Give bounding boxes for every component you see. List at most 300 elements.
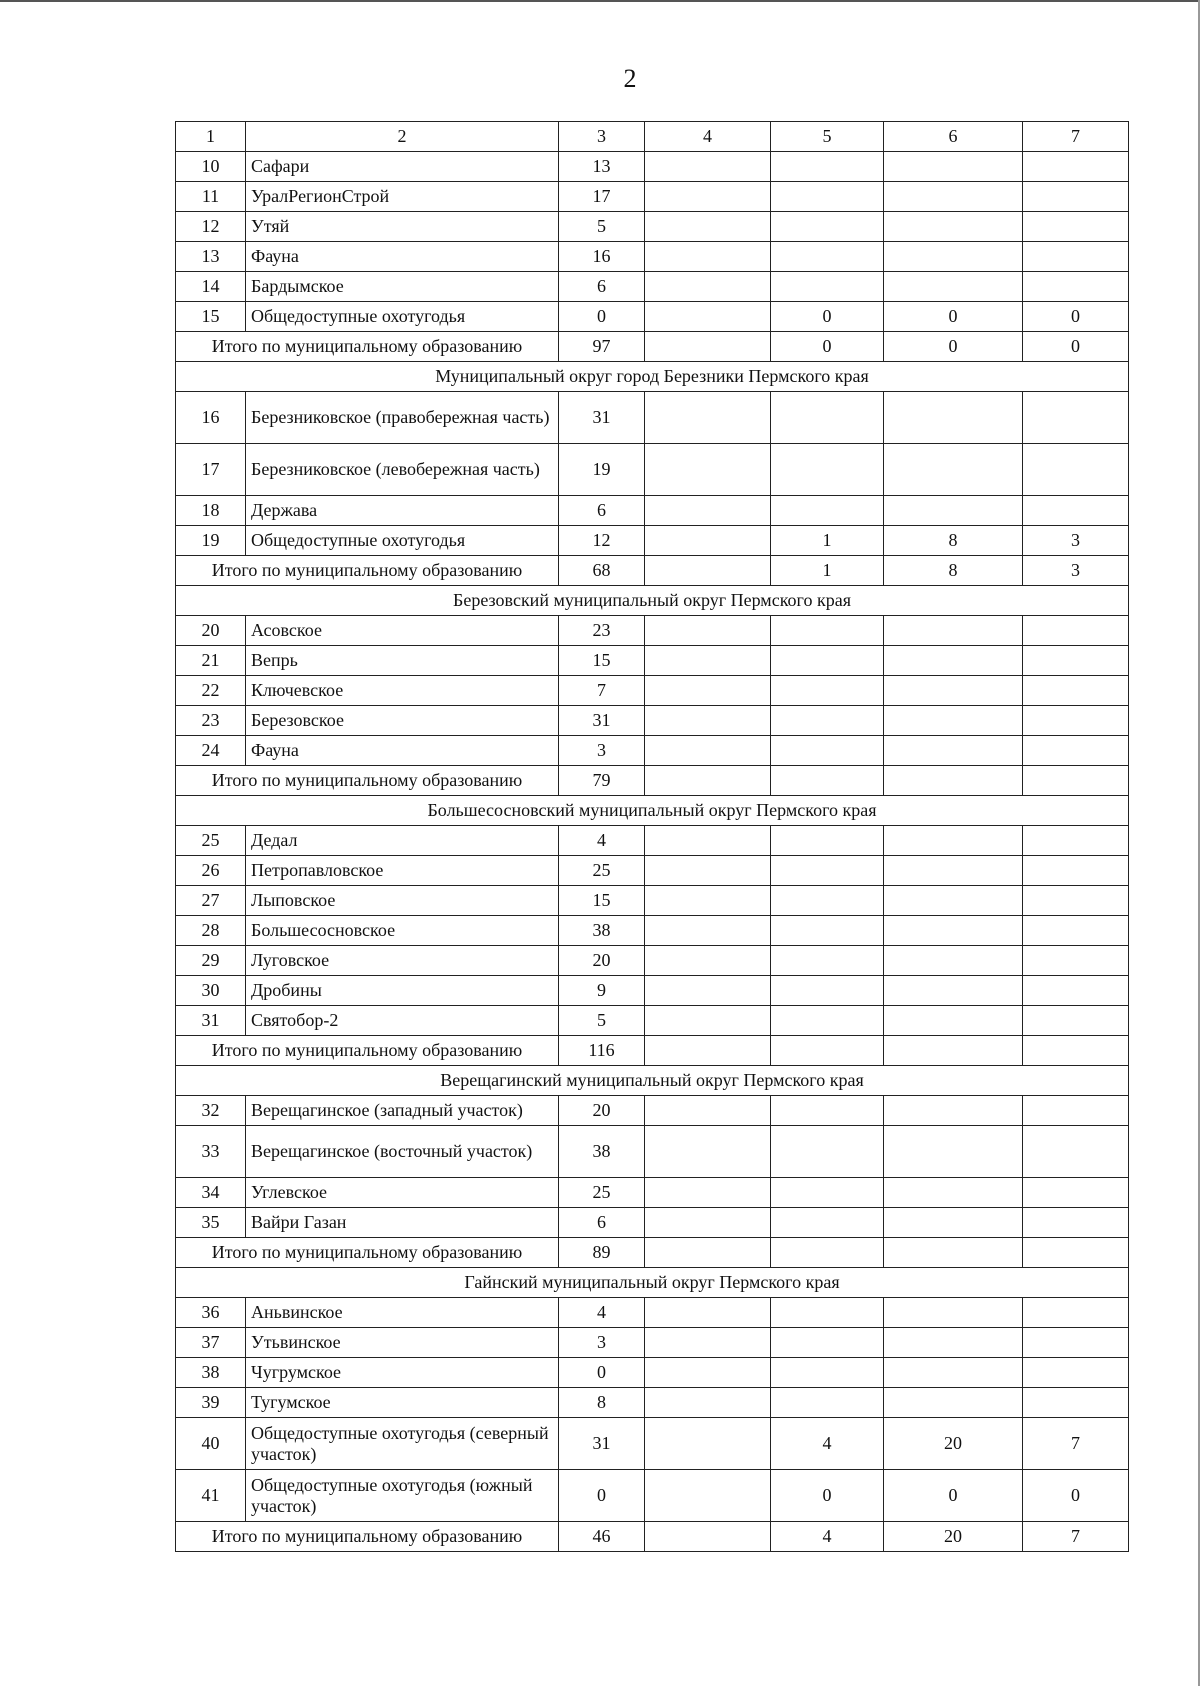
value-cell-c5 bbox=[771, 1358, 884, 1388]
value-cell-c3: 0 bbox=[559, 1358, 645, 1388]
value-cell-c5 bbox=[771, 1298, 884, 1328]
value-cell-c7 bbox=[1023, 496, 1129, 526]
value-cell-c4 bbox=[645, 392, 771, 444]
row-number: 12 bbox=[176, 212, 246, 242]
value-cell-c5 bbox=[771, 676, 884, 706]
table-row bbox=[176, 736, 1129, 766]
value-cell-c7: 7 bbox=[1023, 1418, 1129, 1470]
total-cell-c5: 0 bbox=[771, 332, 884, 362]
value-cell-c4 bbox=[645, 1178, 771, 1208]
page-number: 2 bbox=[623, 64, 637, 93]
table-row bbox=[176, 152, 1129, 182]
value-cell-c7: 0 bbox=[1023, 1470, 1129, 1522]
value-cell-c5: 1 bbox=[771, 526, 884, 556]
table-row bbox=[176, 526, 1129, 556]
table-row bbox=[176, 1096, 1129, 1126]
value-cell-c4 bbox=[645, 152, 771, 182]
value-cell-c5 bbox=[771, 212, 884, 242]
value-cell-c4 bbox=[645, 272, 771, 302]
value-cell-c5 bbox=[771, 706, 884, 736]
table-row bbox=[176, 856, 1129, 886]
row-number: 18 bbox=[176, 496, 246, 526]
value-cell-c6 bbox=[884, 444, 1023, 496]
value-cell-c7 bbox=[1023, 392, 1129, 444]
value-cell-c6: 0 bbox=[884, 302, 1023, 332]
row-number: 27 bbox=[176, 886, 246, 916]
total-cell-c4 bbox=[645, 1238, 771, 1268]
section-header-row bbox=[176, 362, 1129, 392]
column-number-4: 4 bbox=[645, 122, 771, 152]
section-title: Березовский муниципальный округ Пермского края bbox=[176, 586, 1129, 616]
value-cell-c6 bbox=[884, 976, 1023, 1006]
value-cell-c5 bbox=[771, 616, 884, 646]
value-cell-c5 bbox=[771, 976, 884, 1006]
value-cell-c4 bbox=[645, 646, 771, 676]
table-row bbox=[176, 302, 1129, 332]
row-number: 17 bbox=[176, 444, 246, 496]
value-cell-c3: 38 bbox=[559, 1126, 645, 1178]
value-cell-c6 bbox=[884, 392, 1023, 444]
section-header-row bbox=[176, 1066, 1129, 1096]
value-cell-c6 bbox=[884, 1298, 1023, 1328]
row-number: 21 bbox=[176, 646, 246, 676]
value-cell-c3: 38 bbox=[559, 916, 645, 946]
value-cell-c4 bbox=[645, 886, 771, 916]
value-cell-c7 bbox=[1023, 152, 1129, 182]
value-cell-c6 bbox=[884, 1328, 1023, 1358]
value-cell-c7: 3 bbox=[1023, 526, 1129, 556]
value-cell-c4 bbox=[645, 302, 771, 332]
row-number: 16 bbox=[176, 392, 246, 444]
value-cell-c7 bbox=[1023, 1358, 1129, 1388]
value-cell-c7 bbox=[1023, 444, 1129, 496]
value-cell-c3: 31 bbox=[559, 1418, 645, 1470]
section-title: Верещагинский муниципальный округ Пермского края bbox=[176, 1066, 1129, 1096]
total-cell-c4 bbox=[645, 1036, 771, 1066]
total-cell-c3: 46 bbox=[559, 1522, 645, 1552]
total-row bbox=[176, 332, 1129, 362]
table-row bbox=[176, 392, 1129, 444]
hunting-ground-name: Общедоступные охотугодья (южный участок) bbox=[246, 1470, 559, 1522]
value-cell-c7: 0 bbox=[1023, 302, 1129, 332]
total-row bbox=[176, 1238, 1129, 1268]
hunting-ground-name: Березниковское (левобережная часть) bbox=[246, 444, 559, 496]
value-cell-c3: 20 bbox=[559, 946, 645, 976]
value-cell-c6 bbox=[884, 1358, 1023, 1388]
value-cell-c6: 8 bbox=[884, 526, 1023, 556]
table-row bbox=[176, 1418, 1129, 1470]
value-cell-c3: 15 bbox=[559, 646, 645, 676]
value-cell-c7 bbox=[1023, 1208, 1129, 1238]
total-row bbox=[176, 766, 1129, 796]
table-row bbox=[176, 676, 1129, 706]
column-number-1: 1 bbox=[176, 122, 246, 152]
table-row bbox=[176, 1328, 1129, 1358]
table-row bbox=[176, 182, 1129, 212]
value-cell-c5 bbox=[771, 444, 884, 496]
hunting-ground-name: Тугумское bbox=[246, 1388, 559, 1418]
row-number: 36 bbox=[176, 1298, 246, 1328]
total-cell-c5 bbox=[771, 1238, 884, 1268]
value-cell-c4 bbox=[645, 946, 771, 976]
total-cell-c3: 97 bbox=[559, 332, 645, 362]
hunting-ground-name: Святобор-2 bbox=[246, 1006, 559, 1036]
hunting-ground-name: Чугрумское bbox=[246, 1358, 559, 1388]
row-number: 25 bbox=[176, 826, 246, 856]
value-cell-c3: 6 bbox=[559, 496, 645, 526]
total-cell-c7 bbox=[1023, 1238, 1129, 1268]
row-number: 32 bbox=[176, 1096, 246, 1126]
value-cell-c6 bbox=[884, 242, 1023, 272]
total-cell-c3: 79 bbox=[559, 766, 645, 796]
total-label: Итого по муниципальному образованию bbox=[176, 1522, 559, 1552]
table-row bbox=[176, 1358, 1129, 1388]
value-cell-c7 bbox=[1023, 182, 1129, 212]
row-number: 22 bbox=[176, 676, 246, 706]
hunting-ground-name: УралРегионСтрой bbox=[246, 182, 559, 212]
value-cell-c4 bbox=[645, 616, 771, 646]
value-cell-c6 bbox=[884, 182, 1023, 212]
value-cell-c7 bbox=[1023, 242, 1129, 272]
hunting-ground-name: Верещагинское (западный участок) bbox=[246, 1096, 559, 1126]
value-cell-c6 bbox=[884, 1388, 1023, 1418]
row-number: 14 bbox=[176, 272, 246, 302]
value-cell-c4 bbox=[645, 1328, 771, 1358]
value-cell-c6 bbox=[884, 676, 1023, 706]
hunting-ground-name: Фауна bbox=[246, 736, 559, 766]
value-cell-c4 bbox=[645, 916, 771, 946]
total-cell-c6: 20 bbox=[884, 1522, 1023, 1552]
value-cell-c4 bbox=[645, 1418, 771, 1470]
value-cell-c6 bbox=[884, 946, 1023, 976]
value-cell-c5 bbox=[771, 392, 884, 444]
total-cell-c6: 0 bbox=[884, 332, 1023, 362]
value-cell-c7 bbox=[1023, 706, 1129, 736]
section-title: Большесосновский муниципальный округ Пермского края bbox=[176, 796, 1129, 826]
value-cell-c5 bbox=[771, 916, 884, 946]
value-cell-c7 bbox=[1023, 916, 1129, 946]
value-cell-c3: 6 bbox=[559, 272, 645, 302]
value-cell-c4 bbox=[645, 1096, 771, 1126]
value-cell-c6: 0 bbox=[884, 1470, 1023, 1522]
hunting-ground-name: Вайри Газан bbox=[246, 1208, 559, 1238]
value-cell-c4 bbox=[645, 856, 771, 886]
value-cell-c3: 25 bbox=[559, 1178, 645, 1208]
value-cell-c3: 9 bbox=[559, 976, 645, 1006]
total-cell-c6: 8 bbox=[884, 556, 1023, 586]
value-cell-c3: 12 bbox=[559, 526, 645, 556]
row-number: 15 bbox=[176, 302, 246, 332]
value-cell-c3: 15 bbox=[559, 886, 645, 916]
total-cell-c5: 1 bbox=[771, 556, 884, 586]
total-cell-c4 bbox=[645, 332, 771, 362]
table-row bbox=[176, 1298, 1129, 1328]
total-label: Итого по муниципальному образованию bbox=[176, 332, 559, 362]
value-cell-c3: 5 bbox=[559, 1006, 645, 1036]
total-cell-c7: 7 bbox=[1023, 1522, 1129, 1552]
table-row bbox=[176, 272, 1129, 302]
table-row bbox=[176, 616, 1129, 646]
hunting-ground-name: Дробины bbox=[246, 976, 559, 1006]
value-cell-c5 bbox=[771, 886, 884, 916]
row-number: 10 bbox=[176, 152, 246, 182]
hunting-grounds-table bbox=[175, 121, 1129, 1552]
row-number: 20 bbox=[176, 616, 246, 646]
value-cell-c7 bbox=[1023, 856, 1129, 886]
value-cell-c3: 3 bbox=[559, 736, 645, 766]
hunting-ground-name: Луговское bbox=[246, 946, 559, 976]
value-cell-c7 bbox=[1023, 946, 1129, 976]
value-cell-c4 bbox=[645, 1358, 771, 1388]
hunting-ground-name: Углевское bbox=[246, 1178, 559, 1208]
hunting-ground-name: Общедоступные охотугодья (северный участок) bbox=[246, 1418, 559, 1470]
table-row bbox=[176, 1178, 1129, 1208]
hunting-ground-name: Бардымское bbox=[246, 272, 559, 302]
value-cell-c4 bbox=[645, 826, 771, 856]
hunting-ground-name: Верещагинское (восточный участок) bbox=[246, 1126, 559, 1178]
total-label: Итого по муниципальному образованию bbox=[176, 556, 559, 586]
value-cell-c3: 16 bbox=[559, 242, 645, 272]
value-cell-c5 bbox=[771, 856, 884, 886]
scan-edge-top bbox=[0, 0, 1200, 2]
value-cell-c3: 3 bbox=[559, 1328, 645, 1358]
value-cell-c3: 6 bbox=[559, 1208, 645, 1238]
total-cell-c6 bbox=[884, 1238, 1023, 1268]
total-cell-c7: 0 bbox=[1023, 332, 1129, 362]
value-cell-c6 bbox=[884, 886, 1023, 916]
column-number-7: 7 bbox=[1023, 122, 1129, 152]
total-row bbox=[176, 556, 1129, 586]
value-cell-c5 bbox=[771, 1208, 884, 1238]
row-number: 30 bbox=[176, 976, 246, 1006]
table-header-row bbox=[176, 122, 1129, 152]
total-cell-c6 bbox=[884, 766, 1023, 796]
value-cell-c3: 23 bbox=[559, 616, 645, 646]
value-cell-c7 bbox=[1023, 736, 1129, 766]
value-cell-c5 bbox=[771, 272, 884, 302]
hunting-ground-name: Лыповское bbox=[246, 886, 559, 916]
value-cell-c3: 31 bbox=[559, 706, 645, 736]
section-header-row bbox=[176, 586, 1129, 616]
total-cell-c3: 116 bbox=[559, 1036, 645, 1066]
total-cell-c7 bbox=[1023, 1036, 1129, 1066]
value-cell-c6 bbox=[884, 1126, 1023, 1178]
value-cell-c5 bbox=[771, 736, 884, 766]
value-cell-c6 bbox=[884, 152, 1023, 182]
total-cell-c3: 89 bbox=[559, 1238, 645, 1268]
hunting-ground-name: Асовское bbox=[246, 616, 559, 646]
value-cell-c7 bbox=[1023, 676, 1129, 706]
hunting-ground-name: Утяй bbox=[246, 212, 559, 242]
row-number: 38 bbox=[176, 1358, 246, 1388]
value-cell-c7 bbox=[1023, 616, 1129, 646]
value-cell-c4 bbox=[645, 976, 771, 1006]
value-cell-c4 bbox=[645, 1470, 771, 1522]
total-cell-c5 bbox=[771, 766, 884, 796]
column-number-2: 2 bbox=[246, 122, 559, 152]
value-cell-c6 bbox=[884, 1096, 1023, 1126]
value-cell-c7 bbox=[1023, 976, 1129, 1006]
value-cell-c3: 13 bbox=[559, 152, 645, 182]
value-cell-c4 bbox=[645, 1388, 771, 1418]
value-cell-c5 bbox=[771, 1388, 884, 1418]
table-row bbox=[176, 826, 1129, 856]
value-cell-c4 bbox=[645, 444, 771, 496]
value-cell-c7 bbox=[1023, 1388, 1129, 1418]
total-row bbox=[176, 1036, 1129, 1066]
value-cell-c6 bbox=[884, 496, 1023, 526]
value-cell-c5 bbox=[771, 182, 884, 212]
value-cell-c6 bbox=[884, 826, 1023, 856]
value-cell-c4 bbox=[645, 496, 771, 526]
hunting-ground-name: Сафари bbox=[246, 152, 559, 182]
value-cell-c6: 20 bbox=[884, 1418, 1023, 1470]
section-header-row bbox=[176, 796, 1129, 826]
total-label: Итого по муниципальному образованию bbox=[176, 1036, 559, 1066]
total-cell-c4 bbox=[645, 1522, 771, 1552]
value-cell-c5 bbox=[771, 152, 884, 182]
hunting-ground-name: Вепрь bbox=[246, 646, 559, 676]
value-cell-c6 bbox=[884, 736, 1023, 766]
hunting-ground-name: Березниковское (правобережная часть) bbox=[246, 392, 559, 444]
table-row bbox=[176, 646, 1129, 676]
value-cell-c5 bbox=[771, 1006, 884, 1036]
row-number: 28 bbox=[176, 916, 246, 946]
hunting-ground-name: Общедоступные охотугодья bbox=[246, 302, 559, 332]
value-cell-c5 bbox=[771, 946, 884, 976]
value-cell-c4 bbox=[645, 242, 771, 272]
value-cell-c5 bbox=[771, 496, 884, 526]
hunting-ground-name: Общедоступные охотугодья bbox=[246, 526, 559, 556]
column-number-5: 5 bbox=[771, 122, 884, 152]
total-row bbox=[176, 1522, 1129, 1552]
value-cell-c3: 0 bbox=[559, 1470, 645, 1522]
value-cell-c6 bbox=[884, 272, 1023, 302]
table-row bbox=[176, 706, 1129, 736]
value-cell-c7 bbox=[1023, 1126, 1129, 1178]
table-row bbox=[176, 444, 1129, 496]
value-cell-c5 bbox=[771, 826, 884, 856]
hunting-ground-name: Петропавловское bbox=[246, 856, 559, 886]
row-number: 29 bbox=[176, 946, 246, 976]
value-cell-c3: 31 bbox=[559, 392, 645, 444]
total-label: Итого по муниципальному образованию bbox=[176, 766, 559, 796]
table-row bbox=[176, 1126, 1129, 1178]
section-header-row bbox=[176, 1268, 1129, 1298]
hunting-ground-name: Фауна bbox=[246, 242, 559, 272]
value-cell-c4 bbox=[645, 1006, 771, 1036]
row-number: 40 bbox=[176, 1418, 246, 1470]
column-number-6: 6 bbox=[884, 122, 1023, 152]
value-cell-c5 bbox=[771, 1328, 884, 1358]
row-number: 19 bbox=[176, 526, 246, 556]
value-cell-c4 bbox=[645, 1208, 771, 1238]
hunting-ground-name: Большесосновское bbox=[246, 916, 559, 946]
value-cell-c7 bbox=[1023, 1006, 1129, 1036]
value-cell-c7 bbox=[1023, 212, 1129, 242]
value-cell-c6 bbox=[884, 856, 1023, 886]
value-cell-c4 bbox=[645, 182, 771, 212]
value-cell-c6 bbox=[884, 1178, 1023, 1208]
table-row bbox=[176, 886, 1129, 916]
value-cell-c3: 19 bbox=[559, 444, 645, 496]
table-row bbox=[176, 212, 1129, 242]
row-number: 39 bbox=[176, 1388, 246, 1418]
value-cell-c4 bbox=[645, 212, 771, 242]
row-number: 37 bbox=[176, 1328, 246, 1358]
value-cell-c3: 7 bbox=[559, 676, 645, 706]
value-cell-c7 bbox=[1023, 1298, 1129, 1328]
hunting-ground-name: Березовское bbox=[246, 706, 559, 736]
table-row bbox=[176, 1208, 1129, 1238]
total-cell-c4 bbox=[645, 556, 771, 586]
table-row bbox=[176, 1470, 1129, 1522]
value-cell-c5 bbox=[771, 1178, 884, 1208]
value-cell-c5 bbox=[771, 646, 884, 676]
total-cell-c6 bbox=[884, 1036, 1023, 1066]
value-cell-c7 bbox=[1023, 1328, 1129, 1358]
total-cell-c5: 4 bbox=[771, 1522, 884, 1552]
row-number: 33 bbox=[176, 1126, 246, 1178]
value-cell-c3: 0 bbox=[559, 302, 645, 332]
table-row bbox=[176, 242, 1129, 272]
value-cell-c5 bbox=[771, 242, 884, 272]
value-cell-c7 bbox=[1023, 1178, 1129, 1208]
value-cell-c5: 0 bbox=[771, 1470, 884, 1522]
table-row bbox=[176, 1006, 1129, 1036]
row-number: 26 bbox=[176, 856, 246, 886]
row-number: 35 bbox=[176, 1208, 246, 1238]
value-cell-c6 bbox=[884, 212, 1023, 242]
row-number: 34 bbox=[176, 1178, 246, 1208]
total-cell-c4 bbox=[645, 766, 771, 796]
value-cell-c3: 20 bbox=[559, 1096, 645, 1126]
table-row bbox=[176, 1388, 1129, 1418]
value-cell-c4 bbox=[645, 1298, 771, 1328]
value-cell-c6 bbox=[884, 916, 1023, 946]
value-cell-c7 bbox=[1023, 886, 1129, 916]
value-cell-c4 bbox=[645, 736, 771, 766]
value-cell-c3: 25 bbox=[559, 856, 645, 886]
table-row bbox=[176, 946, 1129, 976]
total-cell-c3: 68 bbox=[559, 556, 645, 586]
total-label: Итого по муниципальному образованию bbox=[176, 1238, 559, 1268]
value-cell-c7 bbox=[1023, 826, 1129, 856]
value-cell-c4 bbox=[645, 676, 771, 706]
row-number: 11 bbox=[176, 182, 246, 212]
value-cell-c7 bbox=[1023, 646, 1129, 676]
row-number: 31 bbox=[176, 1006, 246, 1036]
value-cell-c5: 0 bbox=[771, 302, 884, 332]
row-number: 23 bbox=[176, 706, 246, 736]
value-cell-c7 bbox=[1023, 272, 1129, 302]
column-number-3: 3 bbox=[559, 122, 645, 152]
table-row bbox=[176, 916, 1129, 946]
hunting-ground-name: Дедал bbox=[246, 826, 559, 856]
hunting-ground-name: Аньвинское bbox=[246, 1298, 559, 1328]
hunting-ground-name: Держава bbox=[246, 496, 559, 526]
row-number: 24 bbox=[176, 736, 246, 766]
section-title: Муниципальный округ город Березники Пермского края bbox=[176, 362, 1129, 392]
value-cell-c3: 17 bbox=[559, 182, 645, 212]
hunting-ground-name: Ключевское bbox=[246, 676, 559, 706]
value-cell-c6 bbox=[884, 1208, 1023, 1238]
value-cell-c3: 4 bbox=[559, 1298, 645, 1328]
value-cell-c6 bbox=[884, 1006, 1023, 1036]
value-cell-c6 bbox=[884, 616, 1023, 646]
value-cell-c3: 4 bbox=[559, 826, 645, 856]
row-number: 41 bbox=[176, 1470, 246, 1522]
